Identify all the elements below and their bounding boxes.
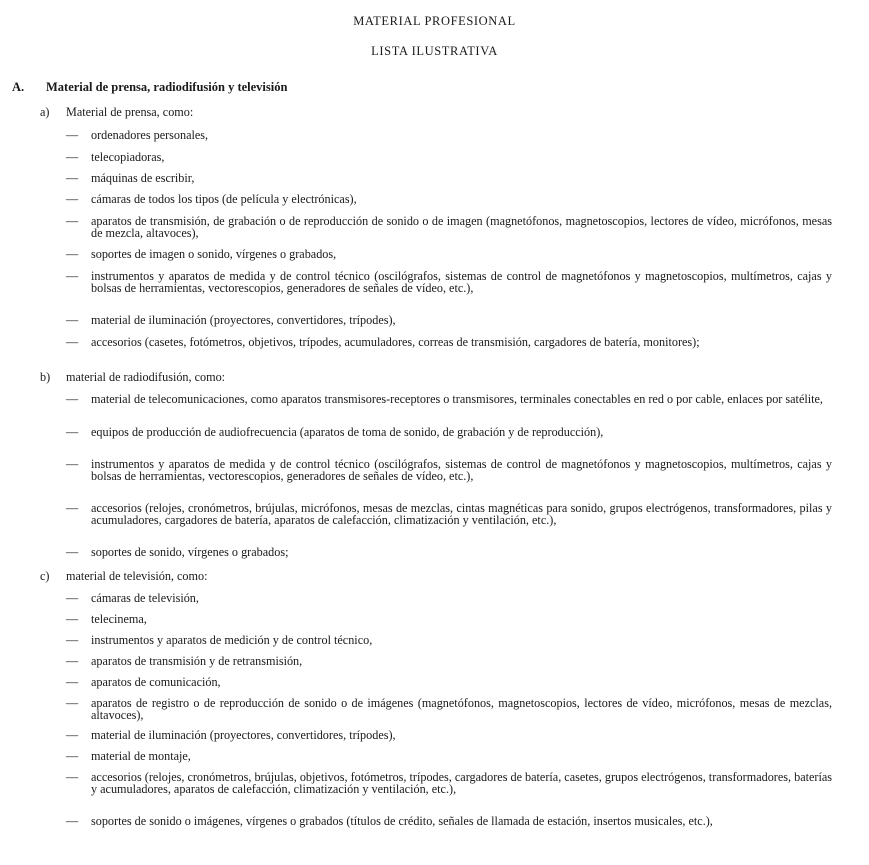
dash: — (66, 728, 79, 742)
section-title: Material de prensa, radiodifusión y televisión (46, 80, 288, 94)
list-item: — telecinema, (66, 612, 147, 626)
list-item: — aparatos de transmisión y de retransmisión, (66, 654, 303, 668)
document-subtitle: LISTA ILUSTRATIVA (371, 44, 498, 58)
list-item: — material de telecomunicaciones, como aparatos transmisores-receptores o transmisores, terminales conectables en red o por cable, enlaces por satélite, (66, 392, 823, 406)
dash: — (66, 545, 79, 559)
list-item: — cámaras de todos los tipos (de película y electrónicas), (66, 192, 357, 206)
dash: — (66, 269, 79, 283)
subsection-title: Material de prensa, como: (66, 105, 194, 119)
dash: — (66, 313, 79, 327)
list-item: — instrumentos y aparatos de medida y de control técnico (oscilógrafos, sistemas de control de magnetófonos y magnetoscopios, multímetros, cajas y bolsas de herramientas, vectorescopios, generadores de señales de vídeo, etc.), (66, 457, 832, 484)
list-item: — máquinas de escribir, (66, 171, 195, 185)
list-item: — instrumentos y aparatos de medida y de control técnico (oscilógrafos, sistemas de control de magnetófonos y magnetoscopios, multímetros, cajas y bolsas de herramientas, vectorescopios, generadores de señales de vídeo, etc.), (66, 269, 832, 296)
dash: — (66, 501, 79, 515)
dash: — (66, 675, 79, 689)
section-letter: A. (12, 80, 25, 94)
list-item: — accesorios (casetes, fotómetros, objetivos, trípodes, acumuladores, correas de transmisión, cargadores de batería, monitores); (66, 335, 700, 349)
dash: — (66, 214, 79, 228)
list-item: — aparatos de comunicación, (66, 675, 221, 689)
list-item: — telecopiadoras, (66, 150, 165, 164)
subsection-letter: b) (40, 370, 51, 384)
list-item: — soportes de imagen o sonido, vírgenes o grabados, (66, 247, 337, 261)
subsection-c-heading (40, 570, 207, 582)
dash: — (66, 150, 79, 164)
list-item: — material de iluminación (proyectores, convertidores, trípodes), (66, 313, 396, 327)
list-item: — material de montaje, (66, 749, 191, 763)
list-item: — accesorios (relojes, cronómetros, brújulas, objetivos, fotómetros, trípodes, cargadores de batería, casetes, grupos electrógenos, transformadores, baterías y acumuladores, aparatos de calefacción, climatización y ventilación, etc.), (66, 770, 832, 797)
dash: — (66, 247, 79, 261)
dash: — (66, 770, 79, 784)
dash: — (66, 696, 79, 710)
subsection-b-heading (40, 371, 225, 383)
list-item: — ordenadores personales, (66, 128, 209, 142)
subsection-a-heading (40, 106, 193, 118)
section-heading (12, 80, 287, 95)
list-item: — soportes de sonido, vírgenes o grabados; (66, 545, 289, 559)
document-title: MATERIAL PROFESIONAL (353, 14, 516, 28)
dash: — (66, 128, 79, 142)
dash: — (66, 612, 79, 626)
subsection-letter: a) (40, 105, 50, 119)
dash: — (66, 192, 79, 206)
dash: — (66, 591, 79, 605)
list-item: — soportes de sonido o imágenes, vírgenes o grabados (títulos de crédito, señales de llamada de estación, insertos musicales, etc.), (66, 814, 713, 828)
subsection-title: material de radiodifusión, como: (66, 370, 226, 384)
list-item: — accesorios (relojes, cronómetros, brújulas, micrófonos, mesas de mezclas, cintas magnéticas para sonido, grupos electrógenos, transformadores, pilas y acumuladores, cargadores de batería, aparatos de calefacción, climatización y ventilación, etc.), (66, 501, 832, 528)
list-item: — material de iluminación (proyectores, convertidores, trípodes), (66, 728, 396, 742)
dash: — (66, 749, 79, 763)
list-item: — aparatos de transmisión, de grabación o de reproducción de sonido o de imagen (magnetófonos, magnetoscopios, lectores de vídeo, micrófonos, mesas de mezcla, altavoces), (66, 214, 832, 241)
dash: — (66, 633, 79, 647)
dash: — (66, 392, 79, 406)
subsection-letter: c) (40, 569, 50, 583)
dash: — (66, 814, 79, 828)
list-item: — cámaras de televisión, (66, 591, 199, 605)
dash: — (66, 425, 79, 439)
subsection-title: material de televisión, como: (66, 569, 208, 583)
dash: — (66, 654, 79, 668)
dash: — (66, 335, 79, 349)
list-item: — equipos de producción de audiofrecuencia (aparatos de toma de sonido, de grabación y de reproducción), (66, 425, 604, 439)
dash: — (66, 457, 79, 471)
list-item: — instrumentos y aparatos de medición y de control técnico, (66, 633, 373, 647)
dash: — (66, 171, 79, 185)
list-item: — aparatos de registro o de reproducción de sonido o de imágenes (magnetófonos, magnetoscopios, lectores de vídeo, micrófonos, mesas de mezclas, altavoces), (66, 696, 832, 723)
